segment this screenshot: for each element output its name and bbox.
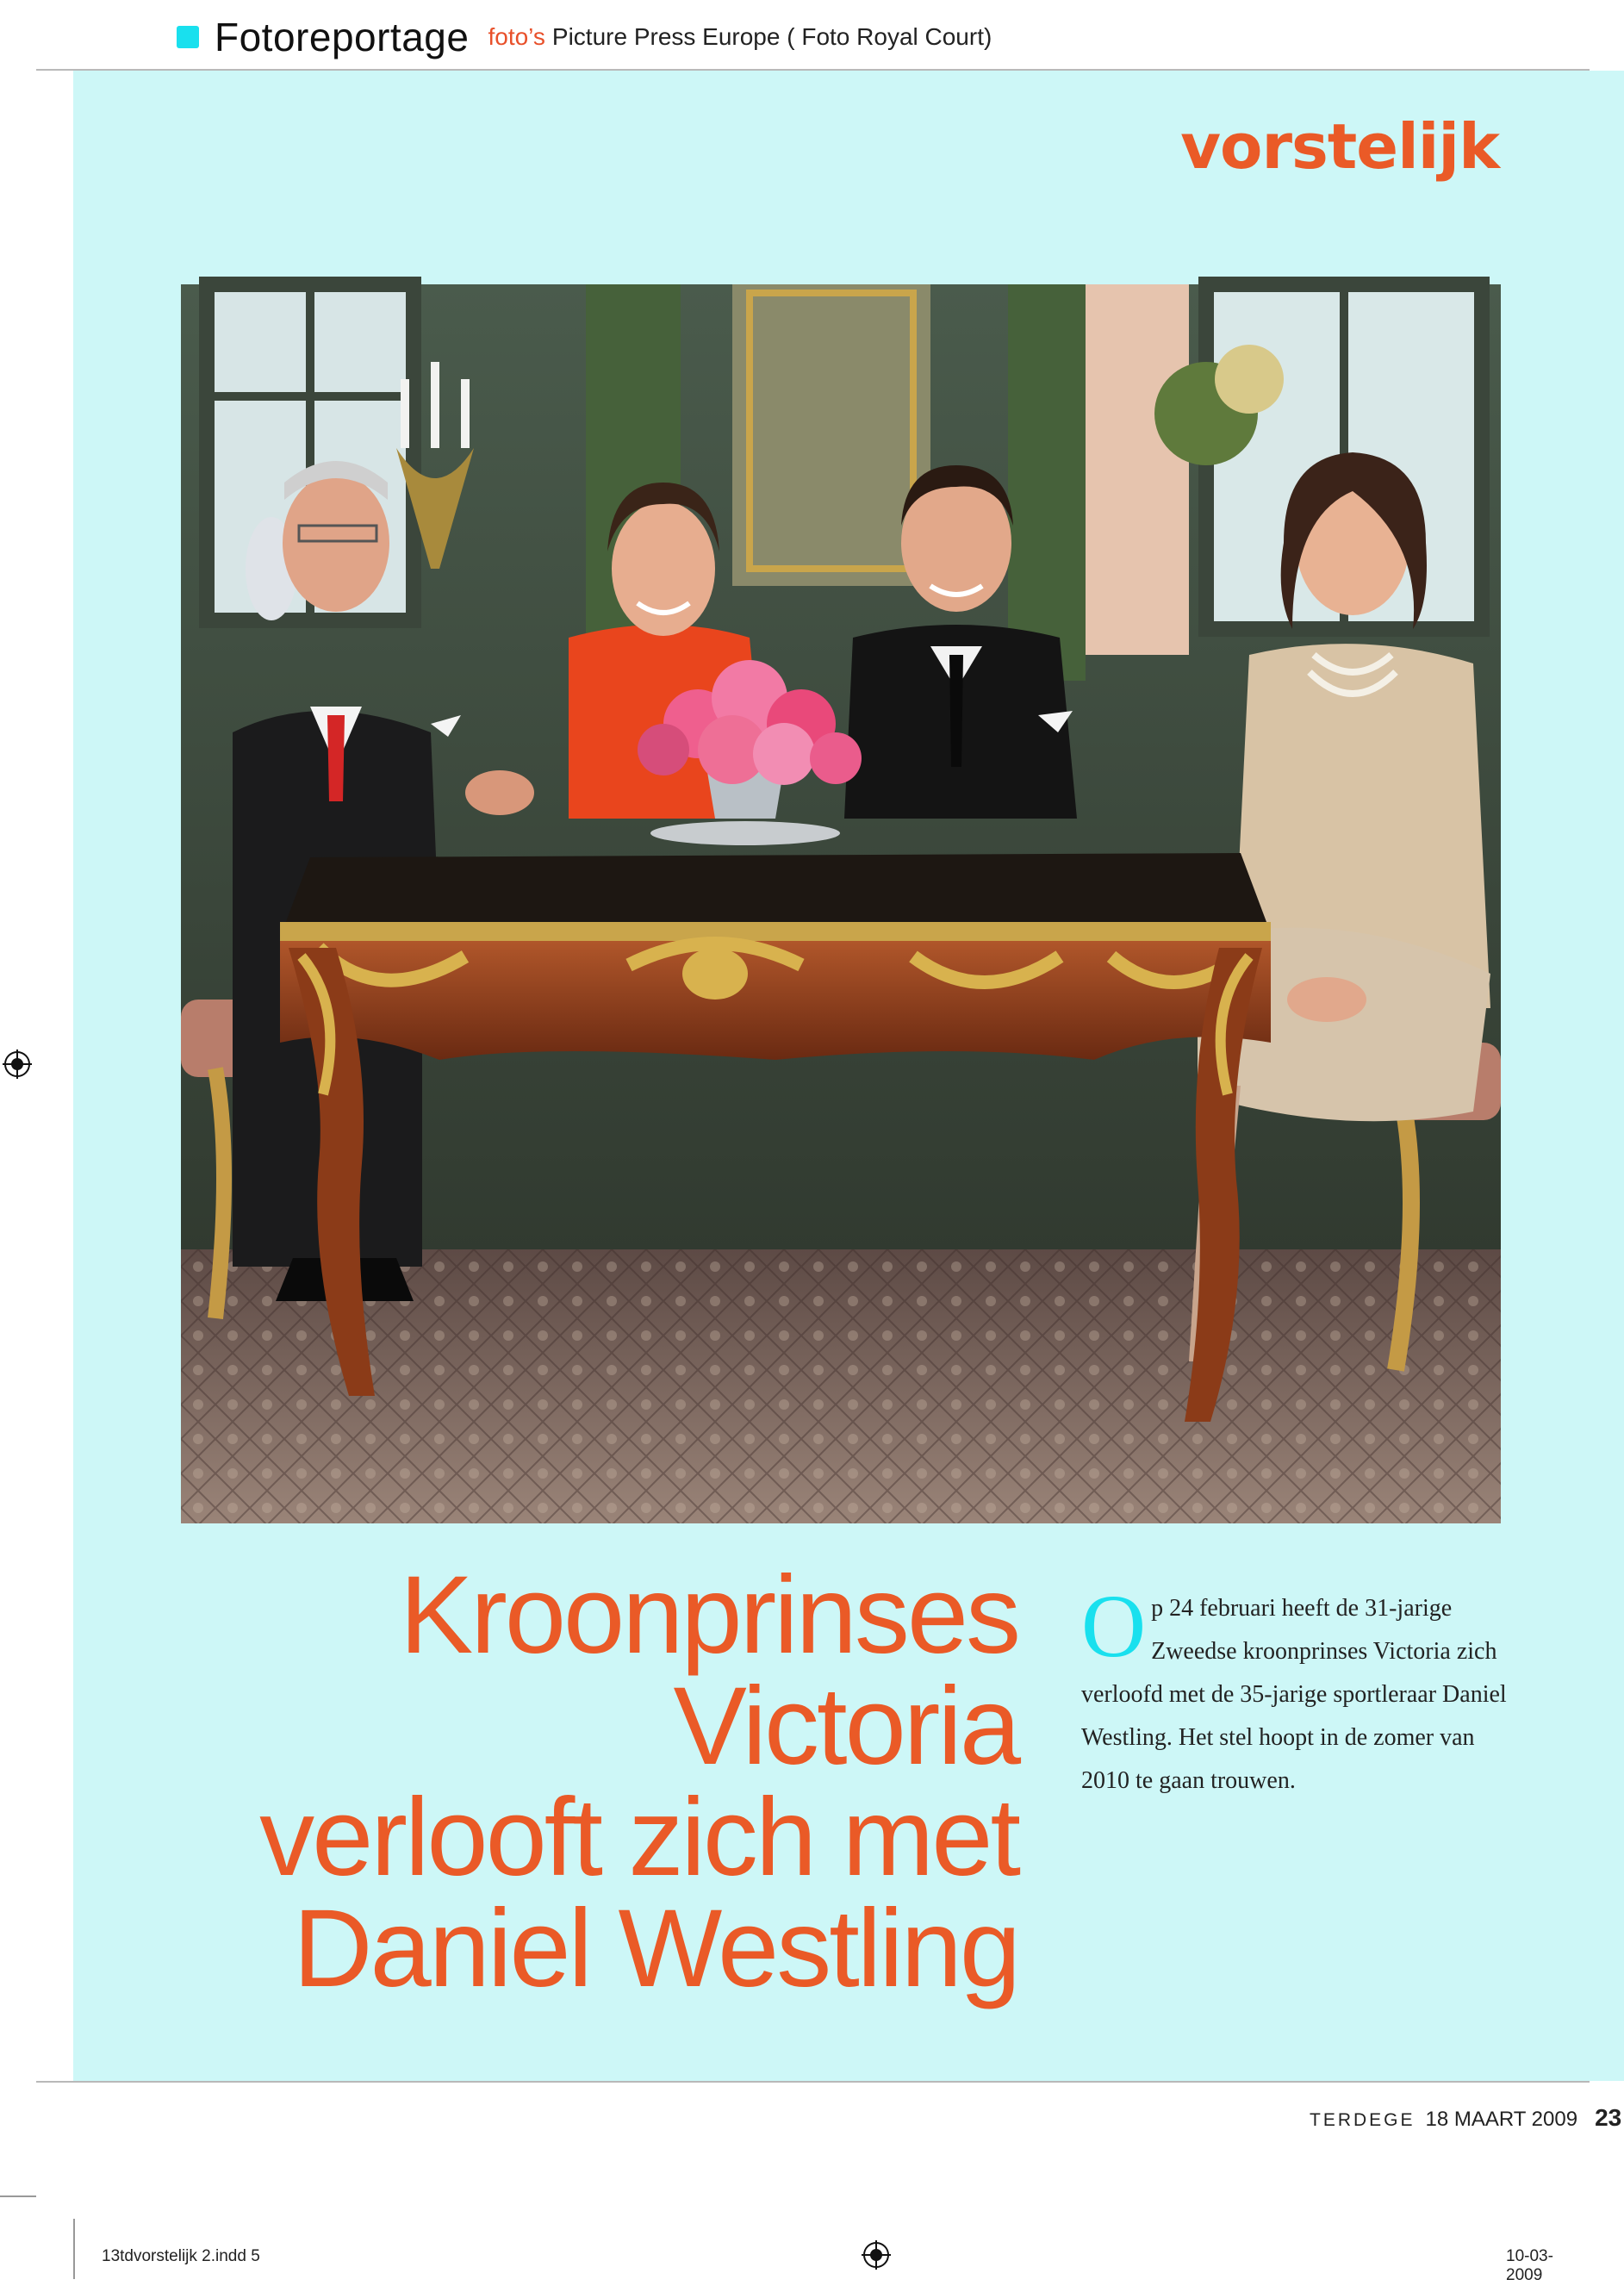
headline-line: verlooft zich met bbox=[259, 1776, 1018, 1899]
royal-family-photo bbox=[181, 284, 1501, 1523]
registration-mark-icon bbox=[862, 2240, 891, 2270]
section-title: Fotoreportage bbox=[215, 15, 470, 59]
section-square-icon bbox=[177, 26, 199, 48]
headline-line: Victoria bbox=[673, 1665, 1018, 1788]
file-slug: 13tdvorstelijk 2.indd 5 bbox=[102, 2247, 260, 2265]
photo-credit-label: foto’s bbox=[488, 23, 545, 50]
page-header bbox=[177, 7, 992, 67]
page-footer bbox=[1310, 2104, 1621, 2139]
crop-mark bbox=[73, 2219, 75, 2279]
headline-line: Kroonprinses bbox=[399, 1554, 1018, 1677]
crop-mark bbox=[0, 2195, 36, 2197]
article-body bbox=[1081, 1577, 1512, 1803]
bottom-rule bbox=[36, 2081, 1590, 2083]
kicker-title: vorstelijk bbox=[1180, 110, 1499, 183]
page-number: 23 bbox=[1595, 2104, 1622, 2131]
drop-cap: O bbox=[1081, 1577, 1147, 1676]
headline-line: Daniel Westling bbox=[293, 1887, 1018, 2010]
slug-date: 10-03-2009 bbox=[1506, 2247, 1553, 2284]
article-text: p 24 februari heeft de 31-jarige Zweedse kroonprinses Victoria zich verloofd met de 35-jarige sportleraar Daniel Westling. Het stel hoopt in de zomer van 2010 te gaan trouwen. bbox=[1081, 1595, 1507, 1794]
magazine-name: TERDEGE bbox=[1310, 2110, 1416, 2130]
registration-mark-icon bbox=[3, 1049, 32, 1079]
article-headline bbox=[258, 1554, 1018, 2010]
issue-date: 18 MAART 2009 bbox=[1425, 2108, 1578, 2131]
photo-credit: Picture Press Europe ( Foto Royal Court) bbox=[551, 23, 992, 50]
